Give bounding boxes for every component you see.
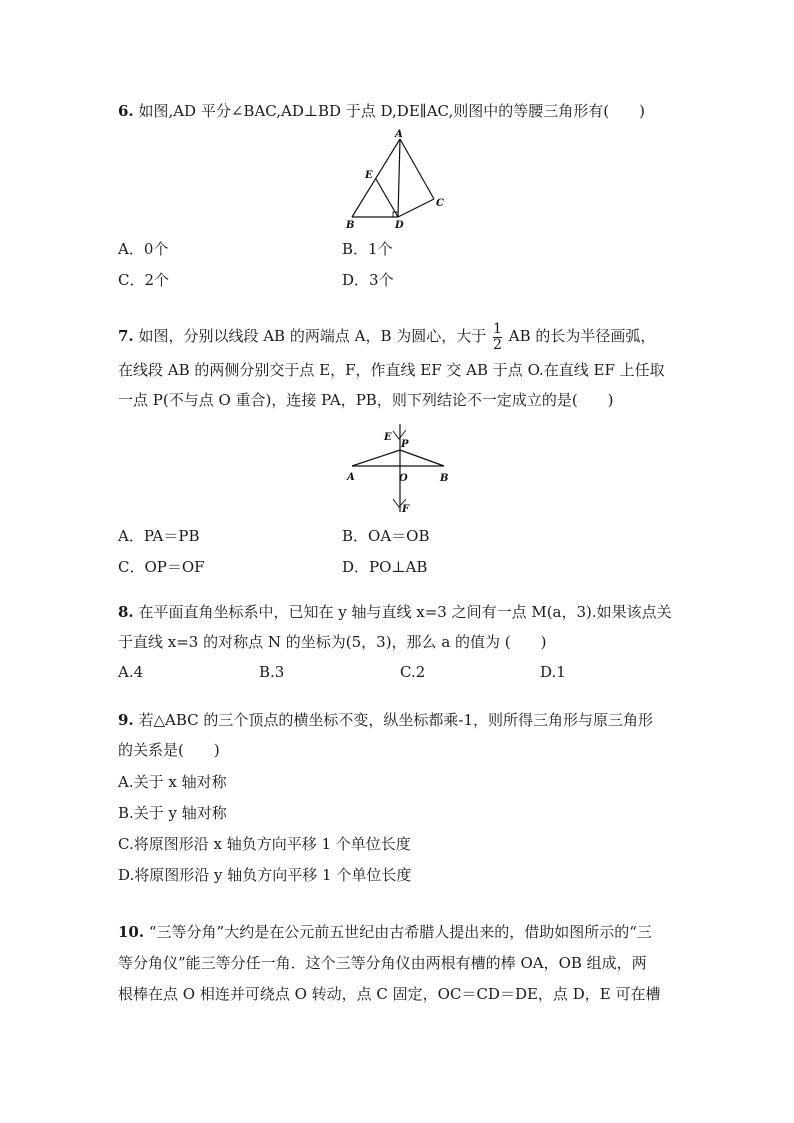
q7-line-2: 在线段 AB 的两侧分别交于点 E，F，作直线 EF 交 AB 于点 O.在直线 EF 上任取 [118, 361, 665, 379]
q6-text: 如图,AD 平分∠BAC,AD⊥BD 于点 D,DE∥AC,则图中的等腰三角形有( ) [138, 102, 645, 120]
q10-line-3: 根棒在点 O 相连并可绕点 O 转动，点 C 固定，OC＝CD＝DE，点 D，E 可在槽 [118, 985, 661, 1003]
q7-label-a: A [347, 472, 355, 483]
q6-label-a: A [395, 129, 403, 140]
q9-text-1: 若△ABC 的三个顶点的横坐标不变，纵坐标都乘-1，则所得三角形与原三角形 [138, 711, 653, 729]
q7-option-c[interactable]: C．OP＝OF [118, 558, 205, 576]
q6-label-b: B [346, 220, 355, 231]
q6-option-a[interactable]: A．0个 [118, 240, 169, 258]
q6-label-d: D [395, 220, 404, 231]
q7-figure [340, 422, 452, 518]
q9-option-d[interactable]: D.将原图形沿 y 轴负方向平移 1 个单位长度 [118, 866, 412, 884]
q7-option-a[interactable]: A．PA＝PB [118, 527, 200, 545]
q9-line-2: 的关系是( ) [118, 741, 220, 759]
q7-label-f: F [402, 504, 410, 515]
q8-option-d[interactable]: D.1 [540, 663, 566, 681]
q7-text-1b: AB 的长为半径画弧， [508, 327, 656, 345]
q9-option-a[interactable]: A.关于 x 轴对称 [118, 773, 227, 791]
q10-line-2: 等分角仪”能三等分任一角．这个三等分角仪由两根有槽的棒 OA，OB 组成，两 [118, 954, 647, 972]
q7-segment-pb [400, 450, 444, 466]
q7-label-e: E [384, 432, 392, 443]
q10-number: 10. [118, 923, 145, 941]
q7-line-1 [118, 318, 655, 354]
q6-option-b[interactable]: B．1个 [342, 240, 393, 258]
q6-segment-ac [400, 139, 434, 199]
q8-option-c[interactable]: C.2 [400, 663, 426, 681]
q8-option-b[interactable]: B.3 [259, 663, 285, 681]
q10-line-1 [118, 922, 652, 942]
q6-option-d[interactable]: D．3个 [342, 271, 394, 289]
q6-segment-dc [398, 199, 434, 217]
q7-line-3: 一点 P(不与点 O 重合)，连接 PA，PB，则下列结论不一定成立的是( ) [118, 391, 614, 409]
q8-line-1 [118, 602, 672, 622]
q6-segment-ab [352, 139, 400, 217]
q6-stem [118, 101, 645, 121]
q8-line-2: 于直线 x=3 的对称点 N 的坐标为(5，3)，那么 a 的值为 ( ) [118, 633, 547, 651]
q7-fraction-denominator: 2 [493, 336, 502, 353]
q9-option-c[interactable]: C.将原图形沿 x 轴负方向平移 1 个单位长度 [118, 835, 411, 853]
q7-segment-pa [352, 450, 400, 466]
q9-line-1 [118, 710, 653, 730]
q8-option-a[interactable]: A.4 [118, 663, 144, 681]
q6-segment-ad [398, 139, 400, 217]
q7-label-o: O [399, 473, 408, 484]
q7-fraction [493, 322, 502, 353]
q6-option-c[interactable]: C．2个 [118, 271, 170, 289]
q6-label-c: C [436, 198, 444, 209]
q7-label-b: B [440, 473, 449, 484]
q9-number: 9. [118, 711, 134, 729]
q7-fraction-numerator: 1 [493, 320, 502, 337]
q8-text-1: 在平面直角坐标系中，已知在 y 轴与直线 x=3 之间有一点 M(a，3).如果该点关 [138, 603, 672, 621]
q6-figure [340, 128, 452, 232]
q7-text-1a: 如图，分别以线段 AB 的两端点 A，B 为圆心，大于 [138, 327, 487, 345]
q6-segment-de [376, 179, 398, 217]
q7-number: 7. [118, 327, 134, 345]
q8-number: 8. [118, 603, 134, 621]
q7-option-d[interactable]: D．PO⊥AB [342, 558, 428, 576]
q10-text-1: “三等分角”大约是在公元前五世纪由古希腊人提出来的，借助如图所示的“三 [148, 923, 652, 941]
q7-option-b[interactable]: B．OA＝OB [342, 527, 430, 545]
q7-label-p: P [401, 439, 409, 450]
q6-label-e: E [365, 170, 373, 181]
q9-option-b[interactable]: B.关于 y 轴对称 [118, 804, 227, 822]
q6-number: 6. [118, 102, 134, 120]
